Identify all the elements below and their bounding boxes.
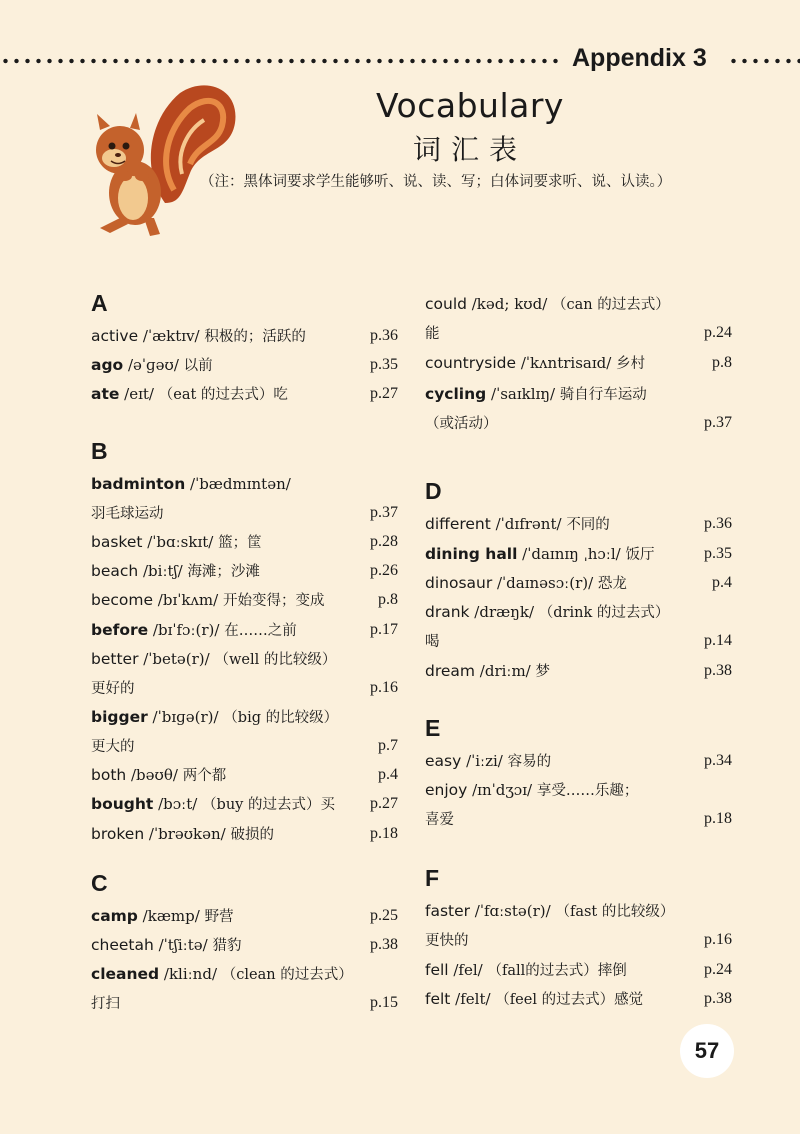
entry-word: basket — [91, 533, 143, 551]
section-letter: E — [425, 715, 441, 741]
entry-page: p.35 — [704, 545, 732, 562]
entry-meaning: 容易的 — [507, 754, 552, 770]
vocab-entry-continued — [425, 805, 732, 833]
entry-text — [425, 776, 638, 805]
header-dots-left — [0, 58, 560, 64]
entry-meaning-continued: 更大的 — [91, 739, 135, 755]
entry-phonetic: /bəʊθ/ — [126, 766, 183, 784]
entry-meaning-continued: 能 — [425, 326, 440, 342]
entry-page: p.7 — [378, 737, 398, 754]
entry-phonetic: /əˈɡəʊ/ — [123, 356, 184, 374]
entry-meaning: （fall的过去式）摔倒 — [487, 963, 627, 979]
entry-meaning: 海滩；沙滩 — [187, 564, 260, 580]
vocab-entry — [425, 657, 732, 685]
entry-text — [91, 528, 262, 557]
entry-text — [91, 761, 226, 790]
entry-meaning: （clean 的过去式） — [221, 967, 353, 983]
vocab-entry — [91, 528, 398, 556]
vocab-entry — [91, 557, 398, 585]
vocab-entry — [91, 703, 398, 731]
entry-text — [91, 790, 335, 819]
entry-page: p.36 — [370, 327, 398, 344]
vocab-entry — [91, 960, 398, 988]
vocab-entry-continued — [91, 732, 398, 760]
entry-phonetic: /bɔːt/ — [153, 795, 203, 813]
vocab-entry — [425, 956, 732, 984]
entry-meaning: （buy 的过去式）买 — [202, 797, 335, 813]
entry-phonetic: /ˈdaɪnɪŋ ˌhɔːl/ — [517, 545, 626, 563]
entry-word: different — [425, 515, 491, 533]
entry-meaning: 篮；筐 — [218, 535, 262, 551]
vocab-entry — [425, 349, 732, 377]
entry-word: both — [91, 766, 127, 784]
entry-page: p.18 — [370, 825, 398, 842]
entry-text — [425, 290, 670, 319]
entry-page: p.16 — [370, 679, 398, 696]
entry-word: active — [91, 327, 139, 345]
entry-text — [425, 598, 669, 627]
entry-text — [425, 510, 610, 539]
vocab-entry — [425, 290, 732, 318]
vocab-entry — [91, 645, 398, 673]
entry-meaning: （well 的比较级） — [214, 652, 337, 668]
entry-phonetic: /ˈæktɪv/ — [138, 327, 205, 345]
entry-page: p.38 — [704, 662, 732, 679]
entry-meaning: 积极的；活跃的 — [204, 329, 306, 345]
vocab-entry-continued — [425, 409, 732, 437]
entry-text — [425, 349, 645, 378]
vocab-column-right — [425, 290, 732, 1050]
entry-phonetic: /ˈbɪɡə(r)/ — [147, 708, 224, 726]
entry-phonetic: /kliːnd/ — [159, 965, 222, 983]
entry-word: badminton — [91, 475, 186, 493]
entry-text — [91, 470, 291, 499]
entry-phonetic: /kəd; kʊd/ — [466, 295, 553, 313]
entry-word: easy — [425, 752, 462, 770]
entry-meaning-continued: 更好的 — [91, 681, 135, 697]
entry-page: p.8 — [712, 354, 732, 371]
vocab-entry-continued — [91, 674, 398, 702]
entry-meaning-continued: 更快的 — [425, 933, 469, 949]
entry-word: ate — [91, 385, 120, 403]
vocab-entry — [91, 470, 398, 498]
entry-meaning: 野营 — [204, 909, 234, 925]
entry-page: p.34 — [704, 752, 732, 769]
entry-word: camp — [91, 907, 138, 925]
entry-text — [425, 985, 643, 1014]
entry-page: p.8 — [378, 591, 398, 608]
entry-text — [91, 380, 288, 409]
entry-word: could — [425, 295, 467, 313]
page-subtitle: 词汇表 — [412, 133, 527, 166]
entry-page: p.24 — [704, 961, 732, 978]
entry-phonetic: /ˈdaɪnəsɔː(r)/ — [492, 574, 598, 592]
entry-phonetic: /ˈfɑːstə(r)/ — [470, 902, 556, 920]
vocab-entry — [91, 322, 398, 350]
entry-meaning: （eat 的过去式）吃 — [158, 387, 288, 403]
entry-meaning: 享受……乐趣； — [536, 783, 639, 799]
vocab-entry — [91, 820, 398, 848]
entry-word: dinosaur — [425, 574, 493, 592]
entry-page: p.25 — [370, 907, 398, 924]
section-letter: B — [91, 438, 108, 464]
entry-meaning: 破损的 — [230, 827, 274, 843]
vocab-entry — [425, 985, 732, 1013]
entry-word: fell — [425, 961, 449, 979]
entry-word: beach — [91, 562, 139, 580]
entry-meaning: （can 的过去式） — [552, 297, 670, 313]
vocab-entry — [425, 380, 732, 408]
entry-word: faster — [425, 902, 471, 920]
entry-word: dining hall — [425, 545, 518, 563]
entry-meaning: 两个都 — [182, 768, 227, 784]
entry-word: before — [91, 621, 149, 639]
vocab-entry — [91, 586, 398, 614]
entry-page: p.16 — [704, 931, 732, 948]
usage-note: （注：黑体词要求学生能够听、说、读、写；白体词要求听、说、认读。） — [200, 174, 672, 190]
entry-word: countryside — [425, 354, 517, 372]
vocab-entry — [91, 380, 398, 408]
entry-page: p.15 — [370, 994, 398, 1011]
vocab-entry — [425, 510, 732, 538]
entry-word: felt — [425, 990, 451, 1008]
entry-phonetic: /ˈtʃiːtə/ — [153, 936, 213, 954]
entry-meaning: 开始变得；变成 — [222, 593, 325, 609]
entry-meaning: 恐龙 — [597, 576, 627, 592]
vocab-entry — [91, 790, 398, 818]
entry-meaning: 以前 — [183, 358, 213, 374]
entry-page: p.4 — [712, 574, 732, 591]
entry-meaning: 饭厅 — [625, 547, 655, 563]
entry-text — [91, 322, 306, 351]
page-number: 57 — [680, 1024, 734, 1078]
entry-page: p.35 — [370, 356, 398, 373]
entry-text — [91, 820, 274, 849]
entry-meaning: 梦 — [535, 664, 551, 680]
entry-phonetic: /ɪnˈdʒɔɪ/ — [467, 781, 537, 799]
entry-phonetic: /fel/ — [448, 961, 488, 979]
section-letter: F — [425, 865, 440, 891]
vocab-entry — [425, 598, 732, 626]
entry-word: cheetah — [91, 936, 154, 954]
entry-word: cycling — [425, 385, 487, 403]
entry-page: p.14 — [704, 632, 732, 649]
entry-meaning: （feel 的过去式）感觉 — [495, 992, 644, 1008]
entry-page: p.24 — [704, 324, 732, 341]
entry-phonetic: /ˈdɪfrənt/ — [490, 515, 567, 533]
entry-text — [91, 902, 234, 931]
entry-meaning: （drink 的过去式） — [538, 605, 670, 621]
entry-meaning-continued: 喝 — [425, 634, 440, 650]
entry-phonetic: /bɪˈkʌm/ — [153, 591, 223, 609]
entry-phonetic: /ˈsaɪklɪŋ/ — [486, 385, 560, 403]
entry-meaning: 骑自行车运动 — [559, 387, 647, 403]
squirrel-illustration — [70, 78, 250, 243]
entry-text — [425, 956, 627, 985]
entry-meaning-continued: 打扫 — [91, 996, 120, 1012]
entry-text — [425, 569, 627, 598]
page-title: Vocabulary — [376, 86, 564, 125]
entry-phonetic: /driːm/ — [475, 662, 536, 680]
entry-word: become — [91, 591, 154, 609]
section-letter: C — [91, 870, 108, 896]
entry-phonetic: /kæmp/ — [137, 907, 205, 925]
entry-meaning: 乡村 — [616, 356, 646, 372]
section-letter: D — [425, 478, 442, 504]
entry-word: enjoy — [425, 781, 468, 799]
vocab-column-left — [91, 290, 398, 1050]
entry-page: p.26 — [370, 562, 398, 579]
vocab-entry — [91, 902, 398, 930]
entry-text — [425, 380, 647, 409]
entry-page: p.4 — [378, 766, 398, 783]
entry-word: bought — [91, 795, 154, 813]
vocab-entry — [425, 747, 732, 775]
entry-phonetic: /ˈbetə(r)/ — [138, 650, 215, 668]
entry-word: drank — [425, 603, 470, 621]
entry-text — [91, 645, 336, 674]
entry-page: p.37 — [370, 504, 398, 521]
entry-meaning: 不同的 — [566, 517, 610, 533]
entry-meaning: 猎豹 — [212, 938, 242, 954]
entry-word: ago — [91, 356, 124, 374]
entry-text — [425, 897, 674, 926]
vocab-entry — [91, 616, 398, 644]
vocab-entry — [91, 351, 398, 379]
entry-phonetic: /ˈkʌntrisaɪd/ — [516, 354, 617, 372]
entry-page: p.17 — [370, 621, 398, 638]
entry-word: cleaned — [91, 965, 160, 983]
vocab-entry-continued — [91, 499, 398, 527]
vocab-entry — [425, 540, 732, 568]
entry-text — [425, 657, 550, 686]
entry-text — [91, 931, 241, 960]
entry-page: p.37 — [704, 414, 732, 431]
entry-word: better — [91, 650, 139, 668]
vocab-entry-continued — [91, 989, 398, 1017]
entry-meaning-continued: （或活动） — [425, 416, 498, 432]
vocab-entry-continued — [425, 926, 732, 954]
entry-text — [91, 960, 353, 989]
section-letter: A — [91, 290, 108, 316]
entry-text — [91, 703, 338, 732]
entry-word: broken — [91, 825, 145, 843]
entry-page: p.38 — [704, 990, 732, 1007]
entry-page: p.38 — [370, 936, 398, 953]
entry-page: p.27 — [370, 385, 398, 402]
header-dots-right — [728, 58, 800, 64]
entry-page: p.18 — [704, 810, 732, 827]
entry-text — [425, 540, 654, 569]
entry-meaning: 在……之前 — [224, 623, 297, 639]
entry-text — [91, 557, 260, 586]
entry-word: dream — [425, 662, 476, 680]
entry-phonetic: /ˈbɑːskɪt/ — [142, 533, 219, 551]
appendix-label: Appendix 3 — [572, 44, 707, 72]
entry-text — [91, 616, 297, 645]
entry-phonetic: /ˈbædmɪntən/ — [185, 475, 291, 493]
entry-phonetic: /eɪt/ — [119, 385, 159, 403]
vocab-entry — [91, 761, 398, 789]
vocab-entry — [425, 776, 732, 804]
entry-meaning: （fast 的比较级） — [555, 904, 675, 920]
entry-text — [91, 586, 324, 615]
entry-page: p.28 — [370, 533, 398, 550]
vocab-entry — [425, 897, 732, 925]
entry-meaning: （big 的比较级） — [223, 710, 339, 726]
vocab-entry — [425, 569, 732, 597]
vocab-entry-continued — [425, 627, 732, 655]
entry-phonetic: /dræŋk/ — [469, 603, 539, 621]
entry-phonetic: /ˈiːzi/ — [461, 752, 508, 770]
entry-text — [91, 351, 213, 380]
entry-meaning-continued: 喜爱 — [425, 812, 454, 828]
entry-text — [425, 747, 551, 776]
entry-phonetic: /felt/ — [450, 990, 496, 1008]
vocab-entry — [91, 931, 398, 959]
entry-word: bigger — [91, 708, 148, 726]
entry-phonetic: /ˈbrəʊkən/ — [144, 825, 231, 843]
entry-phonetic: /bɪˈfɔː(r)/ — [148, 621, 225, 639]
entry-phonetic: /biːtʃ/ — [138, 562, 188, 580]
entry-page: p.36 — [704, 515, 732, 532]
entry-page: p.27 — [370, 795, 398, 812]
vocab-entry-continued — [425, 319, 732, 347]
entry-meaning-continued: 羽毛球运动 — [91, 506, 164, 522]
